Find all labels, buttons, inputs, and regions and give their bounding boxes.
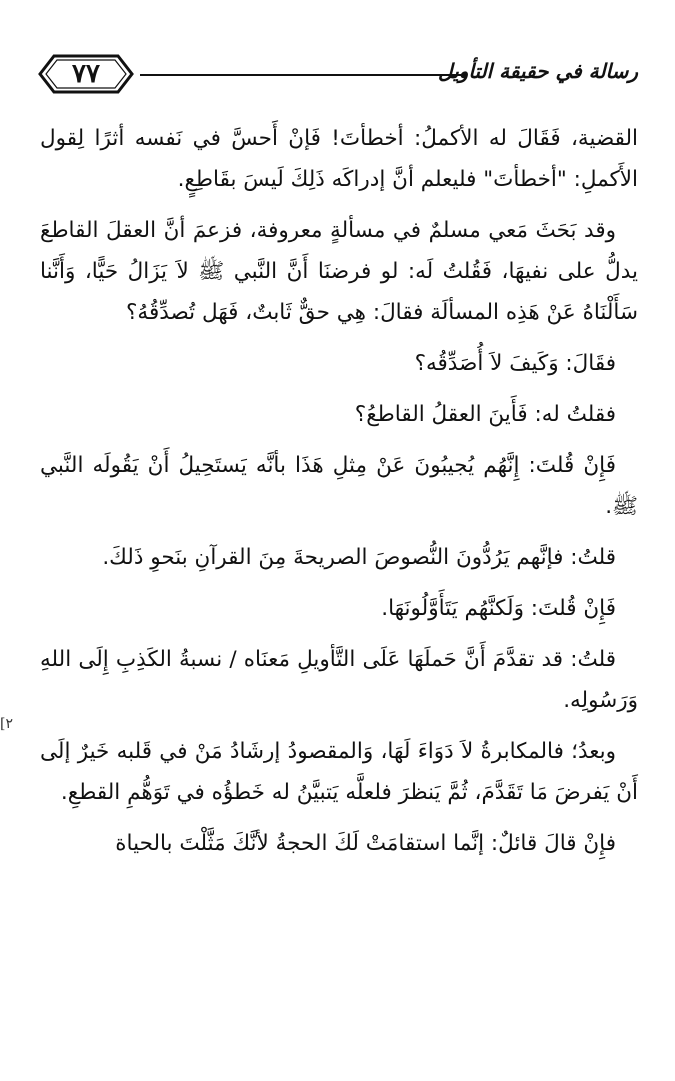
margin-footnote-marker: [٢ [0, 716, 13, 732]
paragraph-6: قلتُ: فإنَّهم يَرُدُّونَ النُّصوصَ الصريحةَ مِنَ القرآنِ بنَحوِ ذَلكَ. [102, 545, 616, 570]
paragraph-1: القضية، فَقَالَ له الأكملُ: أخطأتَ! فَإنْ أَحسَّ في نَفسه أثرًا لِقول الأَكملِ: "أخطأتَ" فليعلم أنَّ إدراكَه ذَلِكَ لَيسَ بقَاطِعٍ. [40, 126, 638, 192]
paragraph-2: وقد بَحَثَ مَعي مسلمٌ في مسألةٍ معروفة، فزعمَ أنَّ العقلَ القاطعَ يدلُّ على نفيهَا، فَقُلتُ لَه: لو فرضنَا أَنَّ النَّبي ﷺ لاَ يَزَالُ حَيًّا، وَأَنَّنا سَأَلْنَاهُ عَنْ هَذِه المسألَة فقالَ: هِي حقٌّ ثَابتٌ، فَهَل تُصدِّقُهُ؟ [40, 218, 638, 325]
body-text [40, 118, 638, 874]
running-title: رسالة في حقيقة التأويل [438, 59, 638, 83]
page-number-badge [36, 52, 136, 96]
page-number: ٧٧ [72, 59, 100, 89]
paragraph-4: فقلتُ له: فَأَينَ العقلُ القاطعُ؟ [354, 402, 616, 427]
header-rule [140, 74, 466, 76]
paragraph-10: فإِنْ قالَ قائلٌ: إنَّما استقامَتْ لَكَ الحجةُ لأنَّكَ مَثَّلْتَ بالحياة [115, 831, 616, 856]
paragraph-3: فقَالَ: وَكَيفَ لاَ أُصَدِّقُه؟ [414, 351, 616, 376]
paragraph-8: قلتُ: قد تقدَّمَ أَنَّ حَملَهَا عَلَى التَّأويلِ مَعنَاه / نسبةُ الكَذِبِ إِلَى اللهِ وَرَسُولِه. [40, 647, 638, 713]
paragraph-9: وبعدُ؛ فالمكابرةُ لاَ دَوَاءَ لَهَا، وَالمقصودُ إرشَادُ مَنْ في قَلبه خَيرٌ إلَى أَنْ يَفرضَ مَا تَقَدَّمَ، ثُمَّ يَنظرَ فلعلَّه يَتبيَّنُ له خَطؤُه في تَوَهُّمِ القطعِ. [40, 739, 638, 805]
paragraph-7: فَإِنْ قُلتَ: وَلَكنَّهُم يَتَأَوَّلُونَهَا. [381, 596, 616, 621]
paragraph-5: فَإِنْ قُلتَ: إِنَّهُم يُجيبُونَ عَنْ مِثلِ هَذَا بأنَّه يَستَحِيلُ أَنْ يَقُولَه النَّبي ﷺ. [40, 453, 638, 519]
page-header [36, 52, 638, 98]
